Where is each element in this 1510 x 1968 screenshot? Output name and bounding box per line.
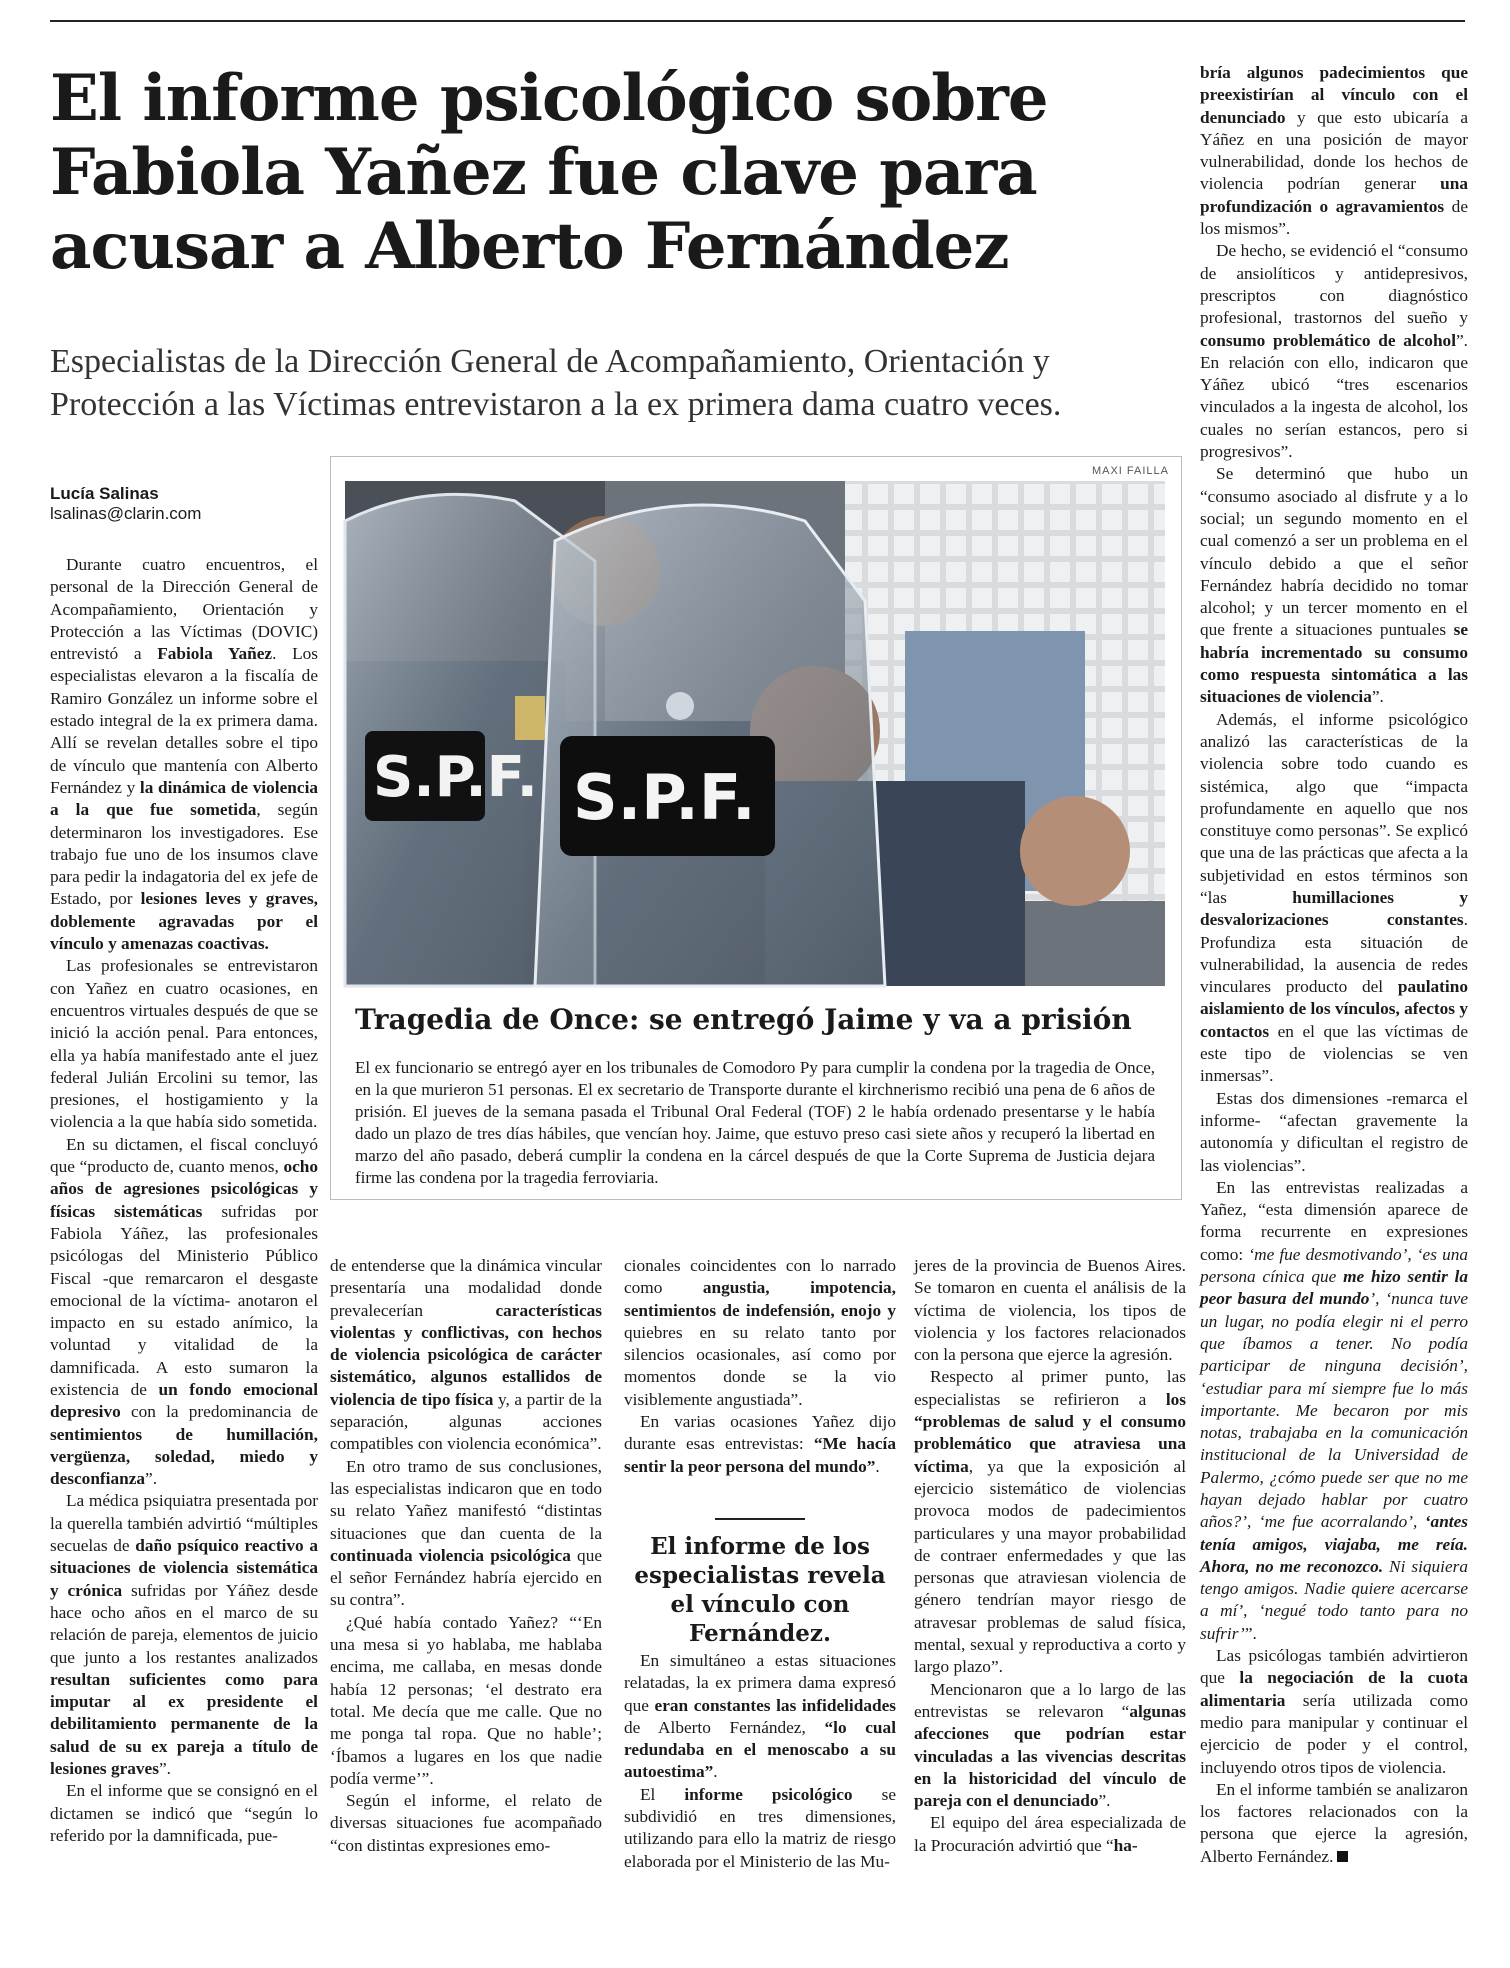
author-name: Lucía Salinas bbox=[50, 484, 159, 503]
article-column-3b: En simultáneo a estas situaciones relatadas, la ex primera dama expresó que eran constantes las infidelidades de Alberto Fernández, “lo cual redundaba en el menoscabo a su autoestima”. El informe psicológico se subdividió en tres dimensiones, utilizando para ello la matriz de riesgo elaborada por el Ministerio de las Mu- bbox=[624, 1651, 896, 1871]
article-column-1: Durante cuatro encuentros, el personal de la Dirección General de Acompañamiento, Orientación y Protección a las Víctimas (DOVIC) entrevistó a Fabiola Yañez. Los especialistas elevaron a la fiscalía de Ramiro González un informe sobre el estado integral de la ex primera dama. Allí se revelan detalles sobre el tipo de vínculo que mantenía con Alberto Fernández y la dinámica de violencia a la que fue sometida, según determinaron los investigadores. Ese trabajo fue uno de los insumos clave para pedir la indagatoria del ex jefe de Estado, por lesiones leves y graves, doblemente agravadas por el vínculo y amenazas coactivas. Las profesionales se entrevistaron con Yañez en cuatro ocasiones, en encuentros virtuales después de que se inició la acción penal. Para entonces, ella ya había manifestado ante el juez federal Julián Ercolini su temor, las presiones, el hostigamiento y la violencia a la que había sido sometida. En su dictamen, el fiscal concluyó que “producto de, cuanto menos, ocho años de agresiones psicológicas y físicas sistemáticas sufridas por Fabiola Yáñez, las profesionales psicólogas del Ministerio Público Fiscal -que remarcaron el desgaste emocional de la víctima- anotaron el impacto en su estado anímico, la voluntad y vitalidad de la damnificada. A esto sumaron la existencia de un fondo emocional depresivo con la predominancia de sentimientos de humillación, vergüenza, soledad, miedo y desconfianza”. La médica psiquiatra presentada por la querella también advirtió “múltiples secuelas de daño psíquico reactivo a situaciones de violencia sistemática y crónica sufridas por Yáñez desde hace ocho años en el marco de su relación de pareja, elementos de juicio que junto a los restantes analizados resultan suficientes como para imputar al ex presidente el debilitamiento permanente de la salud de su ex pareja a título de lesiones graves”. En el informe que se consignó en el dictamen se indicó que “según lo referido por la damnificada, pue- bbox=[50, 555, 319, 1845]
byline bbox=[50, 484, 325, 524]
article-column-5: bría algunos padecimientos que preexistirían al vínculo con el denunciado y que esto ubicaría a Yáñez en una posición de mayor vulnerabilidad, donde los hechos de violencia podrían generar una profundización o agravamientos de los mismos”. De hecho, se evidenció el “consumo de ansiolíticos y antidepresivos, prescriptos con diagnóstico profesional, trastornos del sueño y consumo problemático de alcohol”. En relación con ello, indicaron que Yáñez ubicó “tres escenarios vinculados a la ingesta de alcohol, los cuales no serían estancos, pero si progresivos”. Se determinó que hubo un “consumo asociado al disfrute y a lo social; un segundo momento en el cual comenzó a ser un problema en el vínculo debido a que el señor Fernández habría decidido no tomar alcohol; y un tercer momento en el que frente a situaciones puntuales se habría incrementado su consumo como respuesta sintomática a las situaciones de violencia”. Además, el informe psicológico analizó las características de la violencia sobre todo cuando es sistémica, algo que “impacta profundamente en aquello que nos constituye como personas”. Se explicó que una de las prácticas que afecta a la subjetividad en estos términos son “las humillaciones y desvalorizaciones constantes. Profundiza esta situación de vulnerabilidad, la ausencia de redes vinculares producto del paulatino aislamiento de los vínculos, afectos y contactos en el que las víctimas de este tipo de violencias se ven inmersas”. Estas dos dimensiones -remarca el informe- “afectan gravemente la autonomía y dificultan el registro de las violencias”. En las entrevistas realizadas a Yañez, “esta dimensión aparece de forma recurrente en expresiones como: ‘me fue desmotivando’, ‘es una persona cínica que me hizo sentir la peor basura del mundo’, ‘nunca tuve un lugar, no podía elegir ni el perro que íbamos a tener. No podía participar de ninguna decisión’, ‘estudiar para mí siempre fue lo más importante. Me becaron por mis notas, trabajaba en la comunicación institucional de la Universidad de Palermo, ¿cómo puede ser que no me hayan dejado hablar por cuatro años?’, ‘me fue acorralando’, ‘antes tenía amigos, viajaba, me reía. Ahora, no me reconozco. Ni siquiera tengo amigos. Nadie quiere acercarse a mí’, ‘negué todo tanto para no sufrir’”. Las psicólogas también advirtieron que la negociación de la cuota alimentaria sería utilizada como medio para manipular y continuar el ejercicio de poder y el control, incluyendo otros tipos de violencia. En el informe también se analizaron los factores relacionados con la persona que ejerce la agresión, Alberto Fernández. bbox=[1200, 63, 1468, 1866]
article-column-3: cionales coincidentes con lo narrado como angustia, impotencia, sentimientos de indefensión, enojo y quiebres en su relato tanto por silencios ocasionales, así como por momentos donde se la vio visiblemente angustiada”. En varias ocasiones Yañez dijo durante esas entrevistas: “Me hacía sentir la peor persona del mundo”. bbox=[624, 1256, 897, 1476]
photo-credit: MAXI FAILLA bbox=[1091, 465, 1169, 477]
news-photo bbox=[345, 481, 1165, 986]
shield-label-right: S.P.F. bbox=[573, 761, 756, 834]
article-column-2: de entenderse que la dinámica vincular presentaría una modalidad donde prevalecerían características violentas y conflictivas, con hechos de violencia psicológica de carácter sistemático, algunos estallidos de violencia de tipo física y, a partir de la separación, algunas acciones compatibles con violencia económica”. En otro tramo de sus conclusiones, las especialistas indicaron que en todo su relato Yañez manifestó “distintas situaciones que dan cuenta de la continuada violencia psicológica que el señor Fernández habría ejercido en su contra”. ¿Qué había contado Yañez? “‘En una mesa si yo hablaba, me hablaba encima, me callaba, en mesas donde había 12 personas; ‘el destrato era total. Me decía que me calle. Que no me ponga tal ropa. Que no hable’; ‘Íbamos a lugares en los que nadie podía verme’”. Según el informe, el relato de diversas situaciones fue acompañado “con distintas expresiones emo- bbox=[330, 1256, 603, 1855]
top-rule bbox=[50, 20, 1465, 22]
shield-label-left: S.P.F. bbox=[373, 745, 538, 810]
box-title: Tragedia de Once: se entregó Jaime y va a prisión bbox=[355, 1003, 1132, 1036]
subheadline: Especialistas de la Dirección General de Acompañamiento, Orientación y Protección a las Víctimas entrevistaron a la ex primera dama cuatro veces. bbox=[50, 343, 1062, 423]
author-email[interactable]: lsalinas@clarin.com bbox=[50, 504, 202, 523]
headline: El informe psicológico sobre Fabiola Yañez fue clave para acusar a Alberto Fernández bbox=[50, 61, 1048, 284]
box-text: El ex funcionario se entregó ayer en los tribunales de Comodoro Py para cumplir la condena por la tragedia de Once, en la que murieron 51 personas. El ex secretario de Transporte durante el kirchnerismo recibió una pena de 6 años de prisión. El jueves de la semana pasada el Tribunal Oral Federal (TOF) 2 le había ordenado presentarse y le había dado un plazo de tres días hábiles, que vencían hoy. Jaime, que estuvo preso casi siete años y recuperó la libertad en marzo del año pasado, deberá cumplir la condena en la cárcel después de que la Corte Suprema de Justicia dejara firme las condena por la tragedia ferroviaria. bbox=[355, 1058, 1155, 1187]
pull-quote-text: El informe de los especialistas revela el vínculo con Fernández. bbox=[634, 1533, 886, 1647]
article-column-4: jeres de la provincia de Buenos Aires. Se tomaron en cuenta el análisis de la víctima de violencia, los tipos de violencia y los factores relacionados con la persona que ejerce la agresión. Respecto al primer punto, las especialistas se refirieron a los “problemas de salud y el consumo problemático que atraviesa una víctima, ya que la exposición al ejercicio sistemático de violencias provoca modos de padecimientos particulares y una mayor probabilidad de contraer enfermedades y que las personas que atraviesan violencia de género tendrían mayor riesgo de atravesar problemas de salud física, mental, sexual y reproductiva a corto y largo plazo”. Mencionaron que a lo largo de las entrevistas se relevaron “algunas afecciones que podrían estar vinculadas a las vivencias descritas en la historicidad del vínculo de pareja con el denunciado”. El equipo del área especializada de la Procuración advirtió que “ha- bbox=[914, 1256, 1186, 1855]
pull-quote-rule bbox=[715, 1518, 805, 1520]
pull-quote bbox=[624, 1518, 896, 1648]
end-of-article-mark bbox=[1337, 1851, 1348, 1862]
photo-box bbox=[330, 456, 1182, 1200]
